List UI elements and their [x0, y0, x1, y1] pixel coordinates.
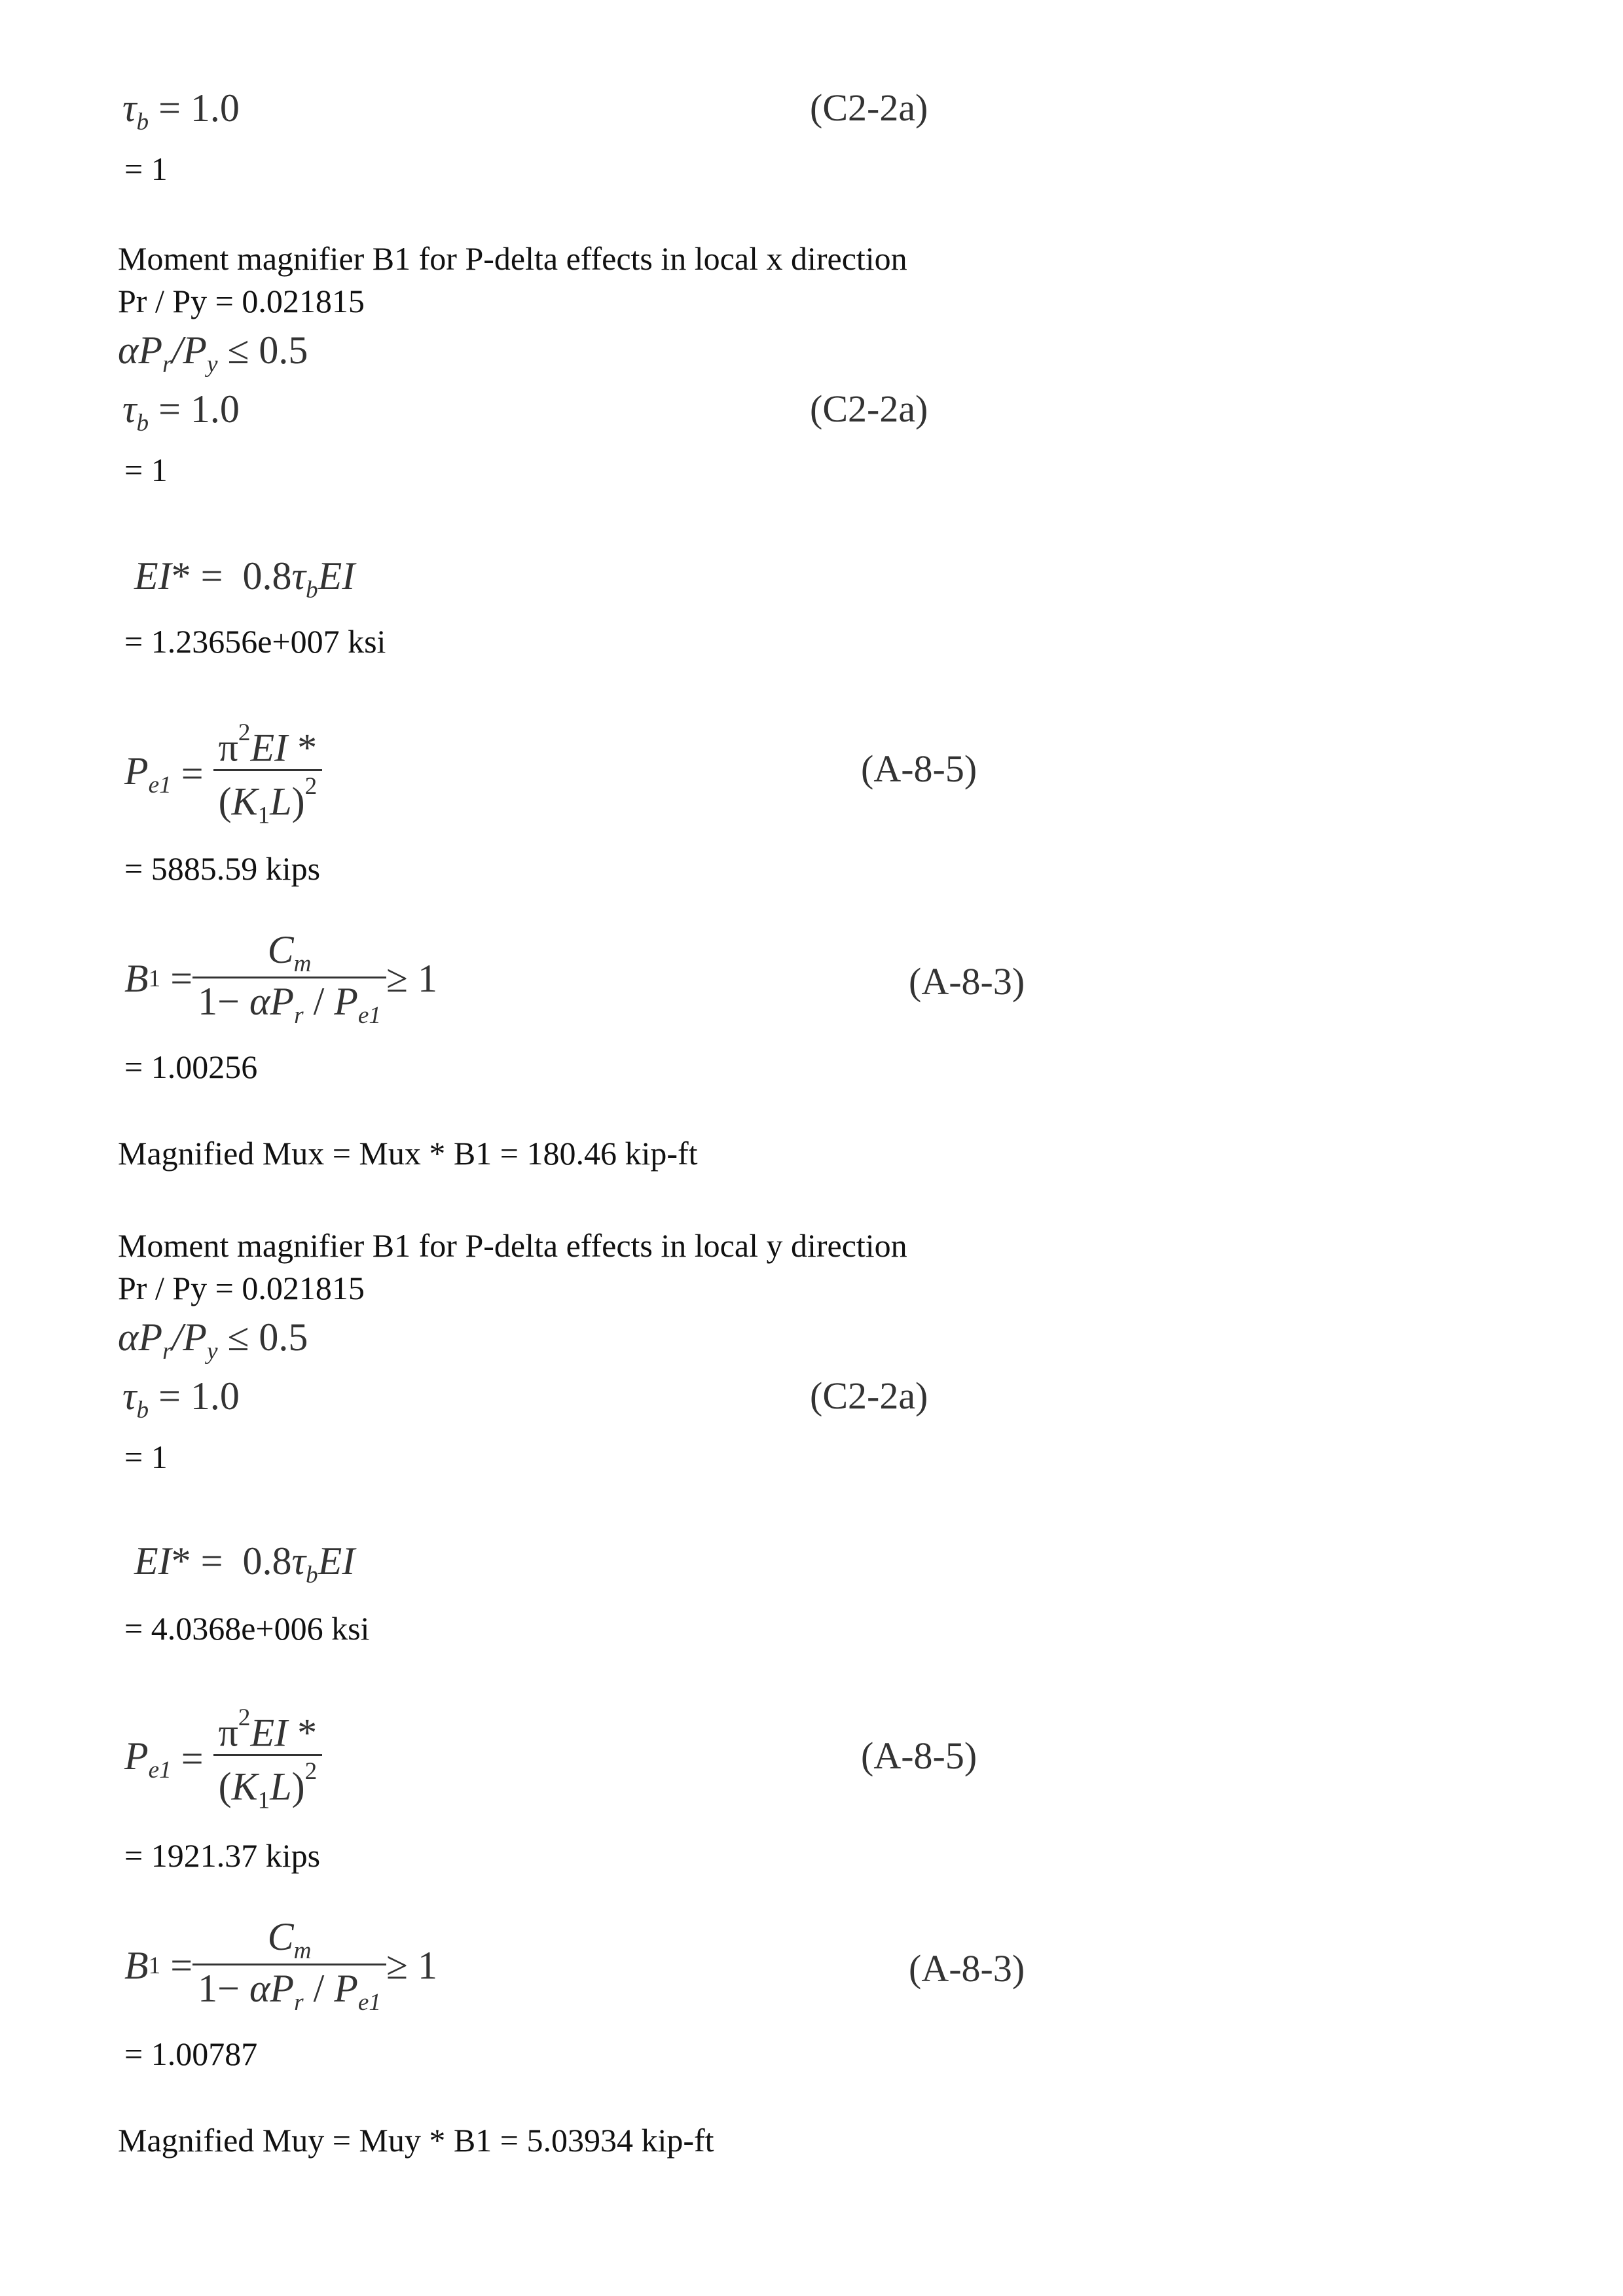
equation-number: (A-8-5)	[861, 747, 977, 790]
result-text: = 4.0368e+006 ksi	[124, 1610, 370, 1647]
b1-equation: B 1 = $\frac{C_m}{1- \alpha P_r / P_{e1}}$ ≥ 1	[124, 1915, 437, 2017]
ei-star-equation: $EI* = 0.8\tau_bEI$	[134, 554, 356, 604]
result-text: = 1	[124, 1439, 168, 1475]
pr-py-ratio: Pr / Py = 0.021815	[118, 1270, 365, 1306]
pe1-equation: $P_{e1}$ = $\frac{\pi^2EI *}{(K_1L)^2}$	[124, 1705, 322, 1813]
result-text: = 1.23656e+007 ksi	[124, 623, 386, 660]
section-heading: Moment magnifier B1 for P-delta effects in local x direction	[118, 240, 907, 277]
equation-number: (C2-2a)	[810, 86, 928, 129]
axial-condition-equation: $\alpha P_r/P_y \le 0.5$	[118, 329, 308, 378]
magnified-moment-text: Magnified Mux = Mux * B1 = 180.46 kip-ft	[118, 1135, 698, 1172]
result-text: = 5885.59 kips	[124, 850, 321, 887]
pe1-equation: $P_{e1}$ = $\frac{\pi^2EI *}{(K_1L)^2}$	[124, 720, 322, 828]
result-text: = 1	[124, 151, 168, 187]
ei-star-equation: $EI* = 0.8\tau_bEI$	[134, 1539, 356, 1589]
equation-number: (A-8-3)	[909, 1947, 1025, 1990]
equation-number: (A-8-5)	[861, 1734, 977, 1777]
equation-number: (A-8-3)	[909, 960, 1025, 1003]
result-text: = 1	[124, 452, 168, 488]
section-heading: Moment magnifier B1 for P-delta effects in local y direction	[118, 1227, 907, 1264]
equation-number: (C2-2a)	[810, 387, 928, 430]
tau-b-equation: $\tau_b = 1.0$	[122, 387, 240, 437]
tau-b-equation: $\tau_b = 1.0$	[122, 1374, 240, 1424]
magnified-moment-text: Magnified Muy = Muy * B1 = 5.03934 kip-ft	[118, 2122, 714, 2159]
axial-condition-equation: $\alpha P_r/P_y \le 0.5$	[118, 1316, 308, 1365]
result-text: = 1.00787	[124, 2036, 258, 2072]
equation-number: (C2-2a)	[810, 1374, 928, 1417]
b1-equation: B 1 = $\frac{C_m}{1- \alpha P_r / P_{e1}}$ ≥ 1	[124, 928, 437, 1030]
pr-py-ratio: Pr / Py = 0.021815	[118, 283, 365, 319]
result-text: = 1921.37 kips	[124, 1837, 321, 1874]
result-text: = 1.00256	[124, 1049, 258, 1085]
tau-b-equation: $\tau_b = 1.0$	[122, 86, 240, 136]
